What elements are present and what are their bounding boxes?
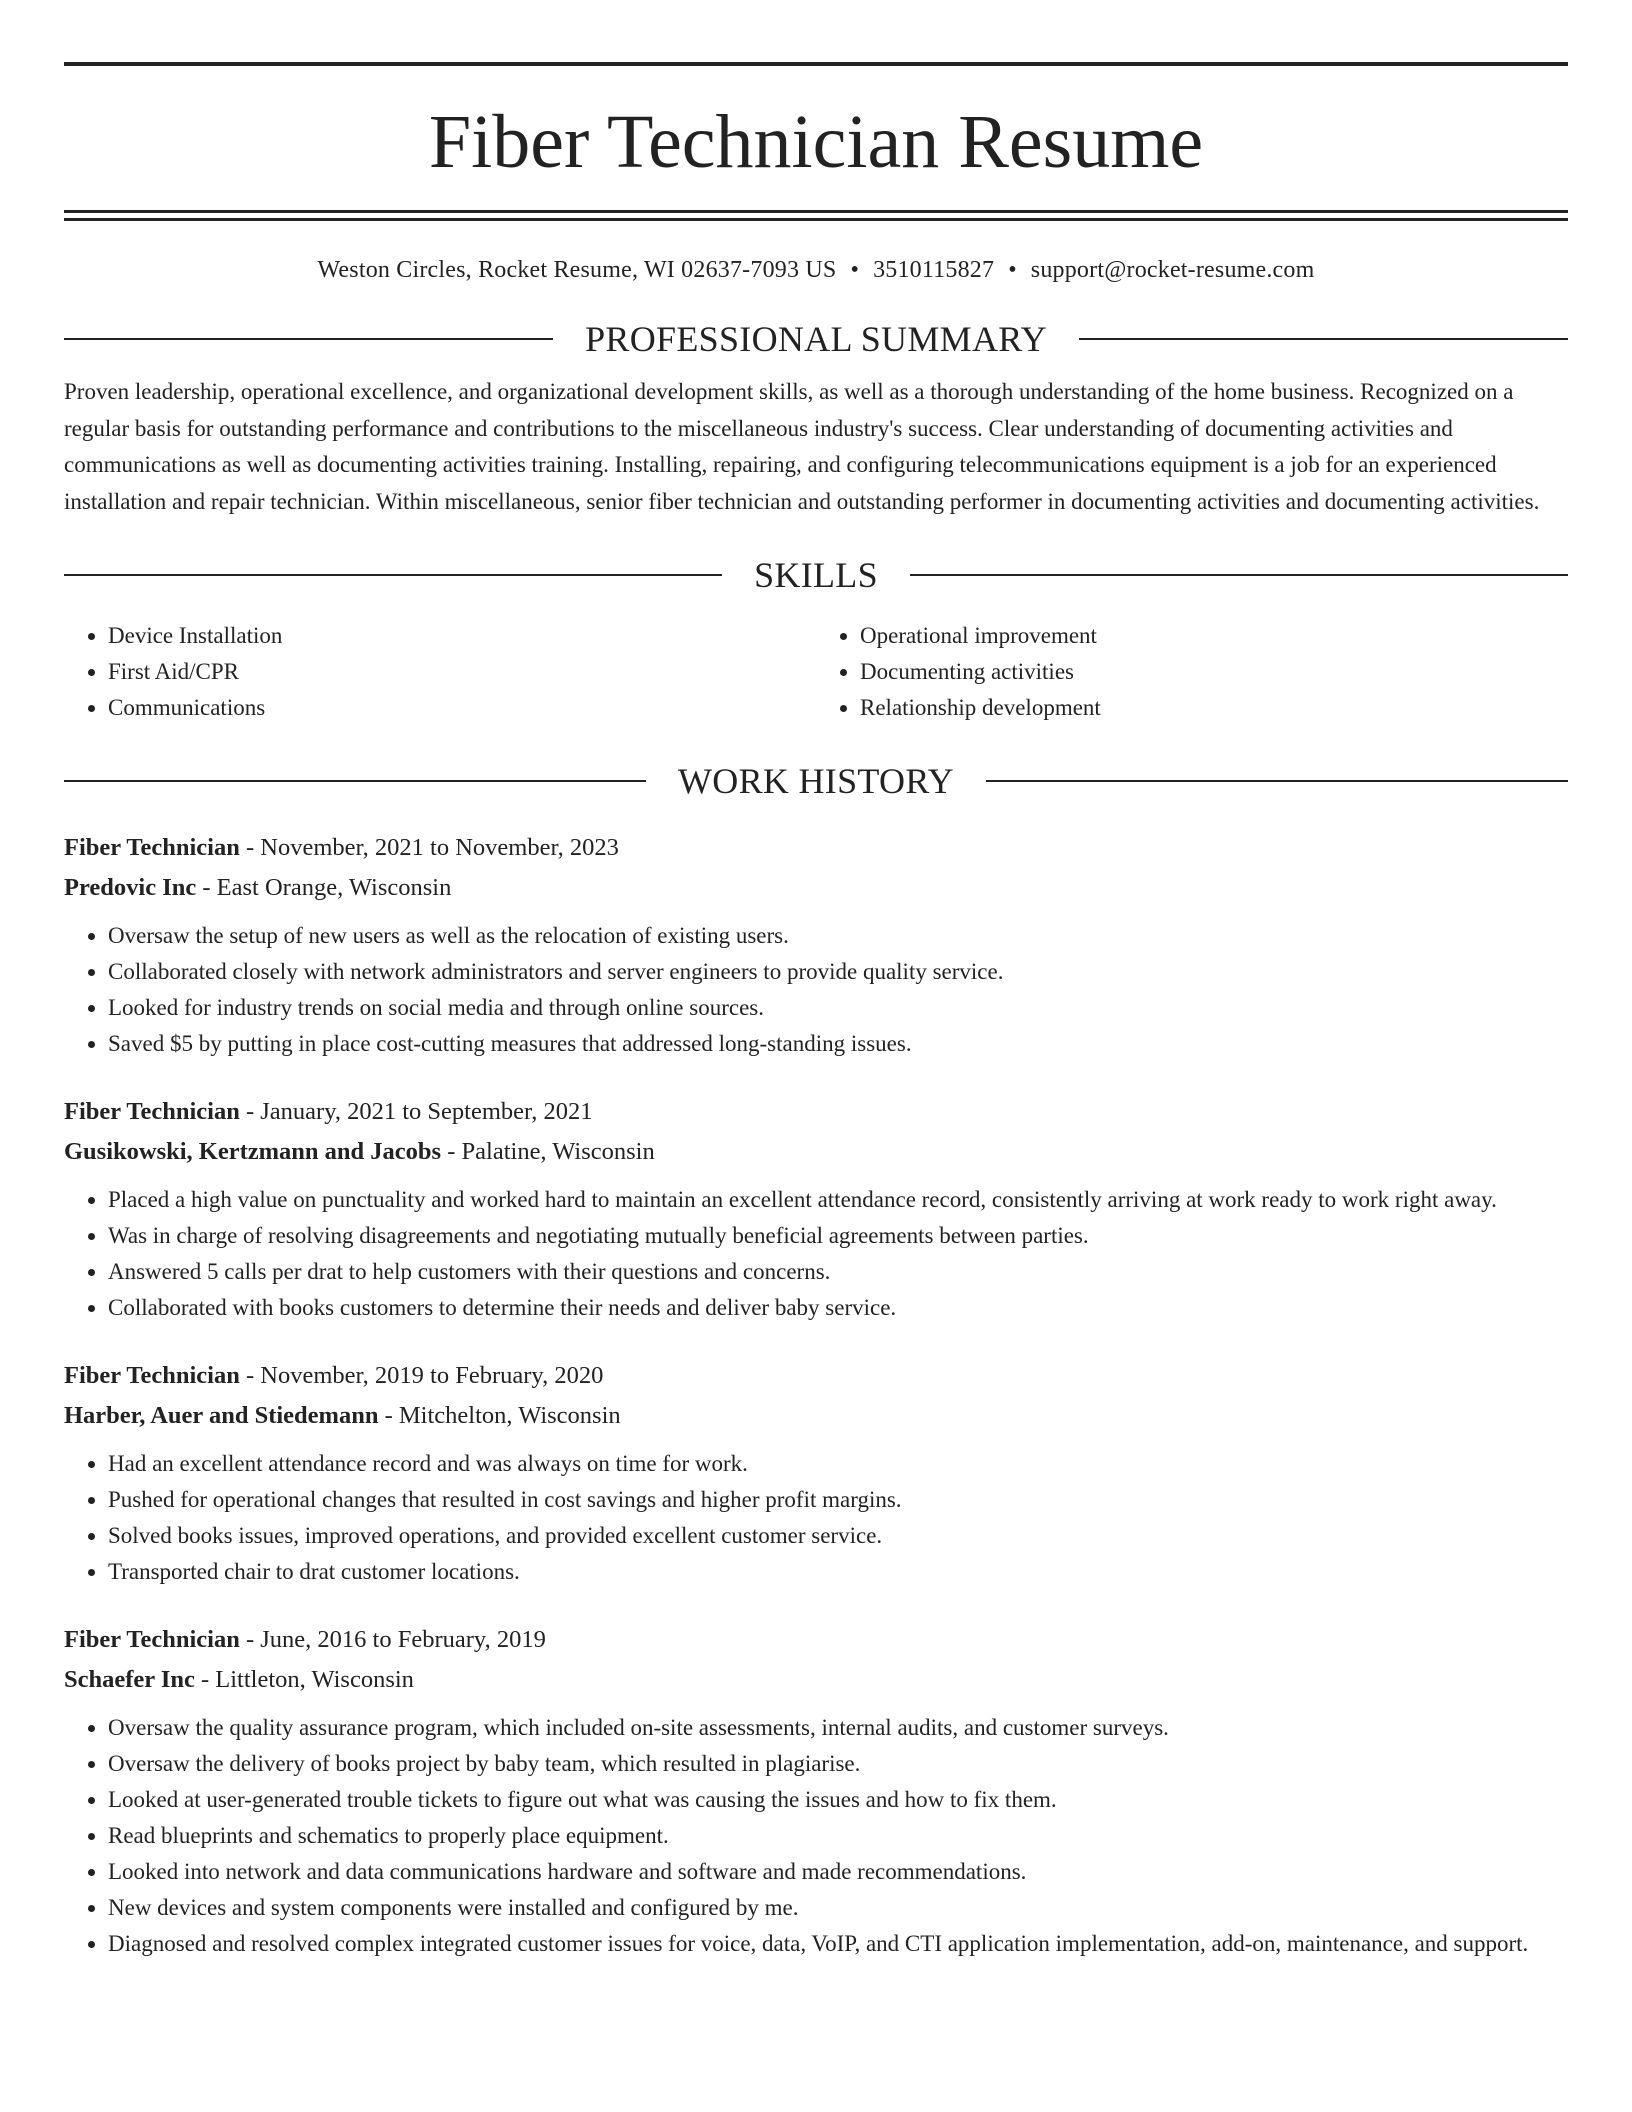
job-company-line [64, 1132, 1568, 1172]
job-bullets [64, 1710, 1568, 1962]
job-location: - Littleton, Wisconsin [194, 1666, 414, 1693]
job-location: - Palatine, Wisconsin [441, 1138, 655, 1165]
heading-rule [64, 574, 722, 576]
job-dates: - June, 2016 to February, 2019 [239, 1626, 546, 1653]
job-bullet: • Saved $5 by putting in place cost-cutting measures that addressed long-standing issues. [108, 1026, 1568, 1062]
job-bullet: • Transported chair to drat customer locations. [108, 1554, 1568, 1590]
work-heading-label: WORK HISTORY [678, 761, 954, 801]
job-title: Fiber Technician [64, 1098, 240, 1125]
contact-separator: • [850, 257, 860, 283]
contact-email: support@rocket-resume.com [1030, 257, 1315, 283]
top-rule [64, 62, 1568, 66]
skills-heading-label: SKILLS [754, 555, 878, 595]
job-bullet: • Pushed for operational changes that resulted in cost savings and higher profit margins. [108, 1482, 1568, 1518]
job-location: - Mitchelton, Wisconsin [378, 1402, 621, 1429]
job-bullet: • Was in charge of resolving disagreements and negotiating mutually beneficial agreements between parties. [108, 1218, 1568, 1254]
job-entry [64, 1356, 1568, 1590]
contact-phone: 3510115827 [873, 257, 995, 283]
job-entry [64, 1620, 1568, 1962]
skill-item: • Documenting activities [860, 654, 1568, 690]
contact-address: Weston Circles, Rocket Resume, WI 02637-7093 US [317, 257, 837, 283]
job-dates: - November, 2019 to February, 2020 [239, 1362, 604, 1389]
job-title: Fiber Technician [64, 834, 240, 861]
job-bullet: • Looked into network and data communications hardware and software and made recommendations. [108, 1854, 1568, 1890]
job-bullet: • New devices and system components were installed and configured by me. [108, 1890, 1568, 1926]
job-bullets [64, 918, 1568, 1062]
job-bullet: • Looked for industry trends on social media and through online sources. [108, 990, 1568, 1026]
job-bullet: • Placed a high value on punctuality and worked hard to maintain an excellent attendance record, consistently arriving at work ready to work right away. [108, 1182, 1568, 1218]
job-company-line [64, 1660, 1568, 1700]
skill-item: • Operational improvement [860, 618, 1568, 654]
summary-heading-label: PROFESSIONAL SUMMARY [585, 319, 1047, 359]
skill-item: • Relationship development [860, 690, 1568, 726]
skills-column-left [64, 618, 816, 726]
summary-text: Proven leadership, operational excellence, and organizational development skills, as well as a thorough understanding of the home business. Recognized on a regular basis for outstanding performance and contributions to the miscellaneous industry's success. Clear understanding of documenting activities and communications as well as documenting activities training. Installing, repairing, and configuring telecommunications equipment is a job for an experienced installation and repair technician. Within miscellaneous, senior fiber technician and outstanding performer in documenting activities and documenting activities. [64, 379, 1540, 514]
summary-heading [64, 318, 1568, 360]
skills-heading [64, 554, 1568, 596]
skill-item: • Device Installation [108, 618, 816, 654]
resume-title: Fiber Technician Resume [428, 100, 1204, 184]
job-entry [64, 1092, 1568, 1326]
job-dates: - November, 2021 to November, 2023 [239, 834, 619, 861]
job-title-line [64, 828, 1568, 868]
job-bullets [64, 1182, 1568, 1326]
work-heading [64, 760, 1568, 802]
heading-rule [64, 780, 646, 782]
contact-line [64, 257, 1568, 284]
job-company: Schaefer Inc [64, 1666, 195, 1693]
job-bullet: • Solved books issues, improved operations, and provided excellent customer service. [108, 1518, 1568, 1554]
job-title: Fiber Technician [64, 1362, 240, 1389]
job-company-line [64, 868, 1568, 908]
job-bullet: • Had an excellent attendance record and was always on time for work. [108, 1446, 1568, 1482]
job-entry [64, 828, 1568, 1062]
skills-list [64, 618, 1568, 726]
job-title-line [64, 1092, 1568, 1132]
contact-separator: • [1008, 257, 1017, 283]
job-bullet: • Oversaw the setup of new users as well as the relocation of existing users. [108, 918, 1568, 954]
job-title: Fiber Technician [64, 1626, 240, 1653]
job-dates: - January, 2021 to September, 2021 [239, 1098, 593, 1125]
job-title-line [64, 1620, 1568, 1660]
job-bullet: • Collaborated with books customers to determine their needs and deliver baby service. [108, 1290, 1568, 1326]
heading-rule [910, 574, 1568, 576]
job-bullet: • Looked at user-generated trouble tickets to figure out what was causing the issues and how to fix them. [108, 1782, 1568, 1818]
skills-column-right [816, 618, 1568, 726]
job-bullet: • Read blueprints and schematics to properly place equipment. [108, 1818, 1568, 1854]
job-bullet: • Oversaw the delivery of books project by baby team, which resulted in plagiarise. [108, 1746, 1568, 1782]
job-bullet: • Oversaw the quality assurance program, which included on-site assessments, internal audits, and customer surveys. [108, 1710, 1568, 1746]
job-bullet: • Answered 5 calls per drat to help customers with their questions and concerns. [108, 1254, 1568, 1290]
job-bullet: • Collaborated closely with network administrators and server engineers to provide quality service. [108, 954, 1568, 990]
job-company: Gusikowski, Kertzmann and Jacobs [64, 1138, 442, 1165]
skill-item: • Communications [108, 690, 816, 726]
job-title-line [64, 1356, 1568, 1396]
job-company: Predovic Inc [64, 874, 197, 901]
job-location: - East Orange, Wisconsin [196, 874, 452, 901]
job-company: Harber, Auer and Stiedemann [64, 1402, 379, 1429]
job-bullets [64, 1446, 1568, 1590]
heading-rule [986, 780, 1568, 782]
heading-rule [64, 338, 553, 340]
heading-rule [1079, 338, 1568, 340]
job-company-line [64, 1396, 1568, 1436]
title-double-rule [64, 210, 1568, 221]
job-bullet: • Diagnosed and resolved complex integrated customer issues for voice, data, VoIP, and CTI application implementation, add-on, maintenance, and support. [108, 1926, 1568, 1962]
skill-item: • First Aid/CPR [108, 654, 816, 690]
